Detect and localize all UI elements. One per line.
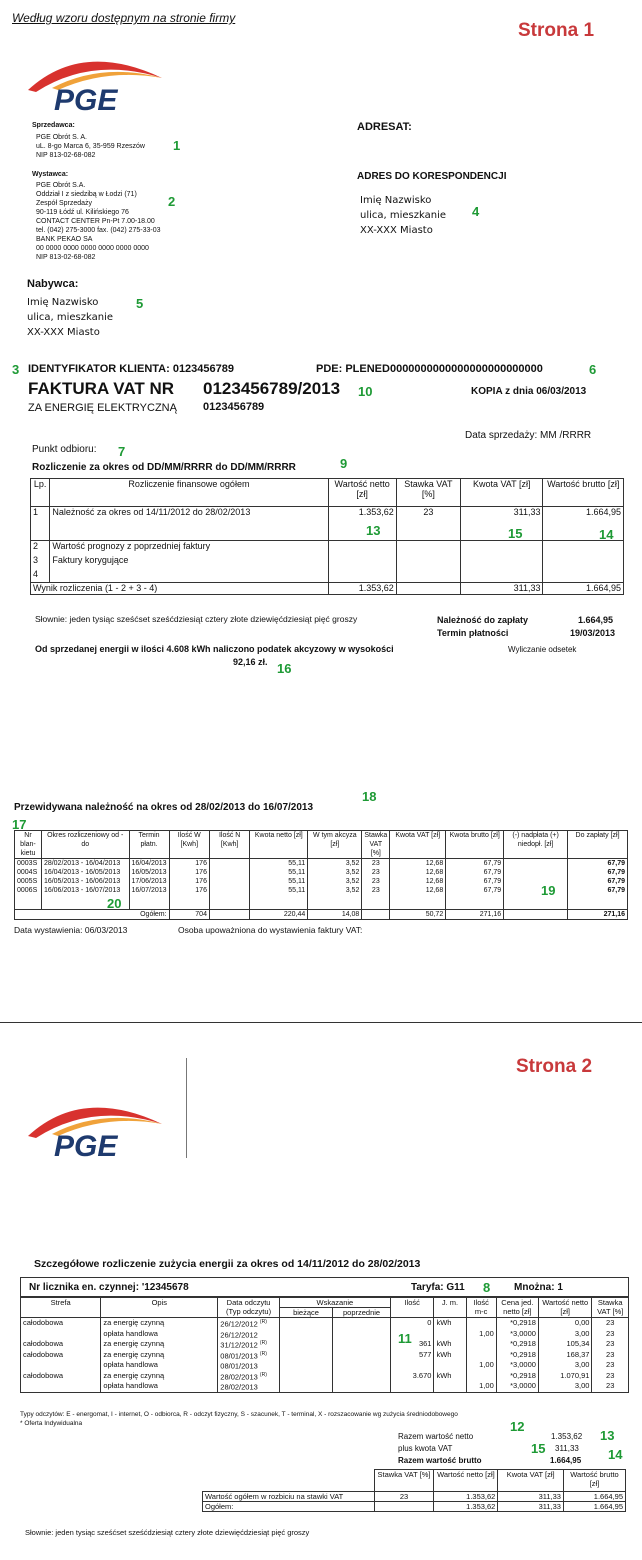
cell: 1.353,62: [434, 1492, 498, 1502]
marker-14: 14: [599, 527, 614, 542]
correspondence-title: ADRES DO KORESPONDENCJI: [357, 171, 507, 182]
invoice-title: FAKTURA VAT NR: [28, 379, 175, 398]
energy-number: 0123456789: [203, 401, 265, 413]
cell: 704: [169, 909, 209, 919]
cell: 26/12/2012 $^{(R)}$: [218, 1318, 280, 1329]
col-header: Ilość: [390, 1298, 434, 1318]
marker-6: 6: [589, 362, 597, 377]
cell: 67,79: [446, 886, 504, 895]
col-header: Cena jed. netto [zł]: [496, 1298, 538, 1318]
cell: [21, 1329, 101, 1340]
seller-title: Sprzedawca:: [32, 122, 75, 129]
cell: [466, 1350, 496, 1361]
table-row-total: [203, 1502, 626, 1512]
settlement-table: [30, 478, 624, 595]
cell: 1.664,95: [543, 583, 624, 595]
marker-13b: 13: [600, 1428, 615, 1443]
cell: 311,33: [498, 1492, 564, 1502]
col-header: Wartość brutto [zł]: [543, 479, 624, 507]
cell: *3,0000: [496, 1381, 538, 1392]
col-header: Kwota brutto [zł]: [446, 831, 504, 859]
cell: 0006S: [15, 886, 42, 895]
consumption-table: [20, 1297, 629, 1393]
cell: 0004S: [15, 868, 42, 877]
cell: 271,16: [568, 909, 628, 919]
marker-17: 17: [12, 817, 27, 832]
marker-15b: 15: [531, 1441, 546, 1456]
source-note: Według wzoru dostępnym na stronie firmy: [12, 11, 236, 25]
cell: 08/01/2013: [218, 1360, 280, 1371]
cell: 1.353,62: [434, 1502, 498, 1512]
cell: 12,68: [390, 859, 446, 869]
col-header: Kwota VAT [zł]: [460, 479, 543, 507]
cell: kWh: [434, 1339, 466, 1350]
cell: 23: [592, 1339, 629, 1350]
table-row: [21, 1371, 629, 1382]
cell: Faktury korygujące: [50, 555, 328, 569]
cell: 311,33: [460, 507, 543, 541]
issuer-line: PGE Obrót S.A.: [36, 182, 86, 189]
col-header: Lp.: [31, 479, 50, 507]
marker-15: 15: [508, 526, 523, 541]
cell: [21, 1360, 101, 1371]
col-header: Do zapłaty [zł]: [568, 831, 628, 859]
cell: 28/02/2013 $^{(R)}$: [218, 1371, 280, 1382]
cell: [21, 1381, 101, 1392]
cell: [434, 1360, 466, 1371]
cell: 14,08: [308, 909, 362, 919]
issue-date: Data wystawienia: 06/03/2013: [14, 925, 128, 935]
fold-line: [186, 1058, 187, 1158]
cell: 28/02/2013: [218, 1381, 280, 1392]
sum-netto-label: Razem wartość netto: [398, 1432, 474, 1441]
due-value: 1.664,95: [578, 615, 614, 625]
cell: 0: [390, 1318, 434, 1329]
term-value: 19/03/2013: [570, 628, 616, 638]
cell: 1,00: [466, 1381, 496, 1392]
cell: 23: [362, 877, 390, 886]
cell: 23: [374, 1492, 434, 1502]
cell: 3,00: [538, 1360, 592, 1371]
col-header: Opis: [101, 1298, 218, 1318]
cell: 12,68: [390, 868, 446, 877]
col-header: Wartość netto [zł]: [538, 1298, 592, 1318]
col-header: Okres rozliczeniowy od - do: [41, 831, 129, 859]
cell: 16/07/2013: [129, 886, 169, 895]
cell: całodobowa: [21, 1371, 101, 1382]
cell: 271,16: [446, 909, 504, 919]
col-header: Stawka VAT [%]: [362, 831, 390, 859]
cell: 50,72: [390, 909, 446, 919]
cell: 220,44: [250, 909, 308, 919]
tariff: Taryfa: G11: [411, 1282, 465, 1293]
energy-label: ZA ENERGIĘ ELEKTRYCZNĄ: [28, 402, 177, 414]
cell: [390, 1381, 434, 1392]
table-row: [21, 1318, 629, 1329]
cell: 31/12/2012 $^{(R)}$: [218, 1339, 280, 1350]
issuer-line: 90-119 Łódź ul. Kilińskiego 76: [36, 209, 129, 216]
cell: 3,52: [308, 886, 362, 895]
marker-8: 8: [483, 1280, 491, 1295]
sale-date: Data sprzedaży: MM /RRRR: [465, 430, 592, 441]
cell: 105,34: [538, 1339, 592, 1350]
table-row: [21, 1360, 629, 1371]
marker-2: 2: [168, 194, 176, 209]
cell: 23: [592, 1318, 629, 1329]
cell: opłata handlowa: [101, 1360, 218, 1371]
cell: 67,79: [568, 859, 628, 869]
issuer-line: tel. (042) 275-3000 fax. (042) 275-33-03: [36, 227, 161, 234]
marker-1: 1: [173, 138, 181, 153]
cell: 3,52: [308, 859, 362, 869]
cell: za energię czynną: [101, 1318, 218, 1329]
cell: całodobowa: [21, 1339, 101, 1350]
col-header: Rozliczenie finansowe ogółem: [50, 479, 328, 507]
cell: *3,0000: [496, 1329, 538, 1340]
table-row: [15, 886, 628, 895]
col-header: Wskazanie: [279, 1298, 390, 1308]
cell: 23: [592, 1329, 629, 1340]
meter-bar: [20, 1277, 629, 1297]
issuer-title: Wystawca:: [32, 171, 69, 178]
col-header: Kwota VAT [zł]: [498, 1470, 564, 1492]
cell: 1,00: [466, 1329, 496, 1340]
svg-text:PGE: PGE: [54, 1130, 118, 1163]
detail-title: Szczegółowe rozliczenie zużycia energii za okres od 14/11/2012 do 28/02/2013: [34, 1258, 421, 1270]
table-row: [31, 541, 624, 555]
cell: 67,79: [446, 877, 504, 886]
marker-11: 11: [398, 1331, 412, 1346]
col-header: Termin płatn.: [129, 831, 169, 859]
table-row: [31, 555, 624, 569]
col-header: Wartość netto [zł]: [434, 1470, 498, 1492]
cell: 1.664,95: [563, 1502, 625, 1512]
cell: [390, 1360, 434, 1371]
table-row: [203, 1492, 626, 1502]
cell: 176: [169, 877, 209, 886]
issuer-line: 00 0000 0000 0000 0000 0000 0000: [36, 245, 149, 252]
marker-9: 9: [340, 456, 348, 471]
page2-label: Strona 2: [516, 1056, 593, 1077]
cell: 26/12/2012: [218, 1329, 280, 1340]
cell: *0,2918: [496, 1371, 538, 1382]
col-header: Stawka VAT [%]: [396, 479, 460, 507]
buyer-block: [27, 278, 113, 340]
cell: [434, 1381, 466, 1392]
table-row: [15, 868, 628, 877]
buyer-line: Imię Nazwisko: [27, 297, 99, 308]
table-row: [15, 859, 628, 869]
col-header: W tym akcyza [zł]: [308, 831, 362, 859]
reading-types-legend: Typy odczytów: E - energomat, I - internet, O - odbiorca, R - odczyt fizyczny, S - szacunek, T - terminal, X - rozszacowanie wg zużycia średniodobowego: [20, 1411, 458, 1418]
cell: *0,2918: [496, 1318, 538, 1329]
due-label: Należność do zapłaty: [437, 615, 529, 625]
pde-number: PDE: PLENED0000000000000000000000000: [316, 363, 543, 375]
cell: 67,79: [446, 868, 504, 877]
marker-4: 4: [472, 204, 480, 219]
col-header: Stawka VAT [%]: [374, 1470, 434, 1492]
cell: kWh: [434, 1350, 466, 1361]
issuer-line: Oddział I z siedzibą w Łodzi (71): [36, 191, 137, 198]
cell: 23: [396, 507, 460, 541]
individual-offer-note: * Oferta Indywidualna: [20, 1420, 83, 1427]
col-header: Stawka VAT [%]: [592, 1298, 629, 1318]
pge-logo: [22, 48, 172, 118]
cell: 0,00: [538, 1318, 592, 1329]
cell: 23: [362, 859, 390, 869]
copy-date: KOPIA z dnia 06/03/2013: [471, 386, 587, 397]
cell: 311,33: [498, 1502, 564, 1512]
marker-10: 10: [358, 384, 373, 399]
cell: *3,0000: [496, 1360, 538, 1371]
excise-value: 92,16 zł.: [233, 657, 268, 667]
cell: 176: [169, 859, 209, 869]
marker-13: 13: [366, 523, 381, 538]
marker-7: 7: [118, 444, 126, 459]
cell: za energię czynną: [101, 1371, 218, 1382]
col-header: Wartość netto [zł]: [328, 479, 396, 507]
cell: opłata handlowa: [101, 1329, 218, 1340]
table-row: [31, 507, 624, 541]
cell: 1: [31, 507, 50, 541]
marker-18: 18: [362, 789, 377, 804]
excise-text: Od sprzedanej energii w ilości 4.608 kWh naliczono podatek akcyzowy w wysokości: [35, 644, 394, 654]
cell: 311,33: [460, 583, 543, 595]
sum-vat: 311,33: [555, 1444, 579, 1453]
table-row: [21, 1329, 629, 1340]
buyer-title: Nabywca:: [27, 278, 79, 290]
cell: 577: [390, 1350, 434, 1361]
cell: [390, 1329, 434, 1340]
cell: 3,52: [308, 868, 362, 877]
cell: 0005S: [15, 877, 42, 886]
issuer-line: NIP 813-02-68-082: [36, 254, 96, 261]
cell: 16/04/2013: [129, 859, 169, 869]
cell: 16/04/2013 - 16/05/2013: [41, 868, 129, 877]
cell: 23: [592, 1360, 629, 1371]
seller-line: PGE Obrót S. A.: [36, 134, 87, 141]
cell: 1.353,62: [328, 583, 396, 595]
cell: 23: [362, 868, 390, 877]
cell: 55,11: [250, 859, 308, 869]
invoice-number: 0123456789/2013: [203, 379, 341, 398]
cell: 3,00: [538, 1329, 592, 1340]
page-separator: [0, 1022, 642, 1023]
issuer-line: Zespół Sprzedaży: [36, 200, 93, 207]
cell: 23: [592, 1350, 629, 1361]
vat-breakdown-table: [202, 1469, 626, 1512]
cell: 4: [31, 569, 50, 583]
cell: Ogółem:: [203, 1502, 375, 1512]
multiplier: Mnożna: 1: [514, 1282, 563, 1293]
table-row: [31, 569, 624, 583]
cell: 67,79: [568, 868, 628, 877]
table-row: [21, 1381, 629, 1392]
cell: 23: [592, 1381, 629, 1392]
marker-12: 12: [510, 1419, 525, 1434]
cell: 16/05/2013 - 16/06/2013: [41, 877, 129, 886]
cell: 1.664,95: [543, 507, 624, 541]
cell: [466, 1318, 496, 1329]
settlement-period: Rozliczenie za okres od DD/MM/RRRR do DD/MM/RRRR: [32, 462, 296, 473]
cell: 3,52: [308, 877, 362, 886]
cell: 2: [31, 541, 50, 555]
cell: 176: [169, 886, 209, 895]
term-label: Termin płatności: [437, 628, 509, 638]
cell: kWh: [434, 1371, 466, 1382]
svg-text:PGE: PGE: [54, 84, 118, 117]
cell: 12,68: [390, 877, 446, 886]
marker-5: 5: [136, 296, 144, 311]
cell: Wartość ogółem w rozbiciu na stawki VAT: [203, 1492, 375, 1502]
cell: 67,79: [568, 877, 628, 886]
addressee-label: ADRESAT:: [357, 121, 412, 133]
sum-netto: 1.353,62: [551, 1432, 583, 1441]
correspondence-line: ulica, mieszkanie: [360, 210, 447, 221]
cell: 28/02/2013 - 16/04/2013: [41, 859, 129, 869]
marker-14b: 14: [608, 1447, 623, 1462]
client-id: IDENTYFIKATOR KLIENTA: 0123456789: [28, 363, 235, 375]
cell: *0,2918: [496, 1350, 538, 1361]
cell: 67,79: [568, 886, 628, 895]
marker-16: 16: [277, 661, 292, 676]
cell: 3: [31, 555, 50, 569]
correspondence-block: [360, 193, 446, 238]
forecast-title: Przewidywana należność na okres od 28/02/2013 do 16/07/2013: [14, 802, 314, 813]
cell: [466, 1371, 496, 1382]
cell: 16/05/2013: [129, 868, 169, 877]
col-header: Ilość W [Kwh]: [169, 831, 209, 859]
authorized-person: Osoba upoważniona do wystawienia faktury VAT:: [178, 925, 363, 935]
cell: 0003S: [15, 859, 42, 869]
cell: Wartość prognozy z poprzedniej faktury: [50, 541, 328, 555]
cell: 1.353,62: [328, 507, 396, 541]
cell: 55,11: [250, 886, 308, 895]
cell: całodobowa: [21, 1318, 101, 1329]
table-row: [21, 1339, 629, 1350]
cell: 3,00: [538, 1381, 592, 1392]
col-header: poprzednie: [333, 1308, 391, 1318]
seller-line: uL. 8-go Marca 6, 35-959 Rzeszów: [36, 143, 145, 150]
seller-block: [32, 121, 145, 160]
col-header: Data odczytu (Typ odczytu): [218, 1298, 280, 1318]
issuer-line: CONTACT CENTER Pn-Pt 7.00-18.00: [36, 218, 155, 225]
col-header: Kwota netto [zł]: [250, 831, 308, 859]
cell: Wynik rozliczenia (1 - 2 + 3 - 4): [31, 583, 329, 595]
buyer-line: ulica, mieszkanie: [27, 312, 114, 323]
cell: 1,00: [466, 1360, 496, 1371]
pge-logo: [22, 1094, 172, 1164]
cell: Należność za okres od 14/11/2012 do 28/02/2013: [50, 507, 328, 541]
cell: [466, 1339, 496, 1350]
col-header: Strefa: [21, 1298, 101, 1318]
col-header: bieżące: [279, 1308, 332, 1318]
col-header: Ilość N [Kwh]: [209, 831, 249, 859]
marker-19: 19: [541, 883, 556, 898]
issuer-block: [32, 170, 161, 262]
cell: 1.070,91: [538, 1371, 592, 1382]
cell: za energię czynną: [101, 1339, 218, 1350]
cell: 168,37: [538, 1350, 592, 1361]
cell: 16/06/2013 - 16/07/2013: [41, 886, 129, 895]
cell: 361: [390, 1339, 434, 1350]
table-row: [21, 1350, 629, 1361]
cell: 55,11: [250, 868, 308, 877]
col-header: Kwota VAT [zł]: [390, 831, 446, 859]
cell: 55,11: [250, 877, 308, 886]
sum-brutto-label: Razem wartość brutto: [398, 1456, 482, 1465]
sum-vat-label: plus kwota VAT: [398, 1444, 453, 1453]
cell: kWh: [434, 1318, 466, 1329]
page1-label: Strona 1: [518, 20, 595, 41]
correspondence-line: XX-XXX Miasto: [360, 225, 433, 236]
table-row: [15, 877, 628, 886]
correspondence-line: Imię Nazwisko: [360, 195, 432, 206]
col-header: (-) nadpłata (+) niedopł. [zł]: [504, 831, 568, 859]
cell: 1.664,95: [563, 1492, 625, 1502]
cell: *0,2918: [496, 1339, 538, 1350]
pickup-point: Punkt odbioru:: [32, 444, 97, 455]
cell: za energię czynną: [101, 1350, 218, 1361]
interest-calc: Wyliczanie odsetek: [508, 645, 577, 654]
table-row-total: [31, 583, 624, 595]
col-header: Wartość brutto [zł]: [563, 1470, 625, 1492]
seller-line: NIP 813-02-68-082: [36, 152, 96, 159]
cell: 08/01/2013 $^{(R)}$: [218, 1350, 280, 1361]
amount-in-words: Słownie: jeden tysiąc sześćset sześćdziesiąt cztery złote dziewięćdziesiąt pięć groszy: [35, 614, 358, 624]
cell: 67,79: [446, 859, 504, 869]
marker-3: 3: [12, 362, 20, 377]
sum-brutto: 1.664,95: [550, 1456, 582, 1465]
col-header: Nr blan-kietu: [15, 831, 42, 859]
cell: 23: [592, 1371, 629, 1382]
buyer-line: XX-XXX Miasto: [27, 327, 100, 338]
cell: opłata handlowa: [101, 1381, 218, 1392]
cell: 176: [169, 868, 209, 877]
meter-number: Nr licznika en. czynnej: '12345678: [29, 1282, 189, 1293]
col-header: Ilość m-c: [466, 1298, 496, 1318]
cell: [434, 1329, 466, 1340]
cell: 3.670: [390, 1371, 434, 1382]
marker-20: 20: [107, 896, 122, 911]
cell: Ogółem:: [15, 909, 170, 919]
cell: 12,68: [390, 886, 446, 895]
cell: 23: [362, 886, 390, 895]
issuer-line: BANK PEKAO SA: [36, 236, 93, 243]
amount-in-words-2: Słownie: jeden tysiąc sześćset sześćdziesiąt cztery złote dziewięćdziesiąt pięć groszy: [25, 1528, 310, 1537]
cell: 17/06/2013: [129, 877, 169, 886]
cell: całodobowa: [21, 1350, 101, 1361]
col-header: J. m.: [434, 1298, 466, 1318]
